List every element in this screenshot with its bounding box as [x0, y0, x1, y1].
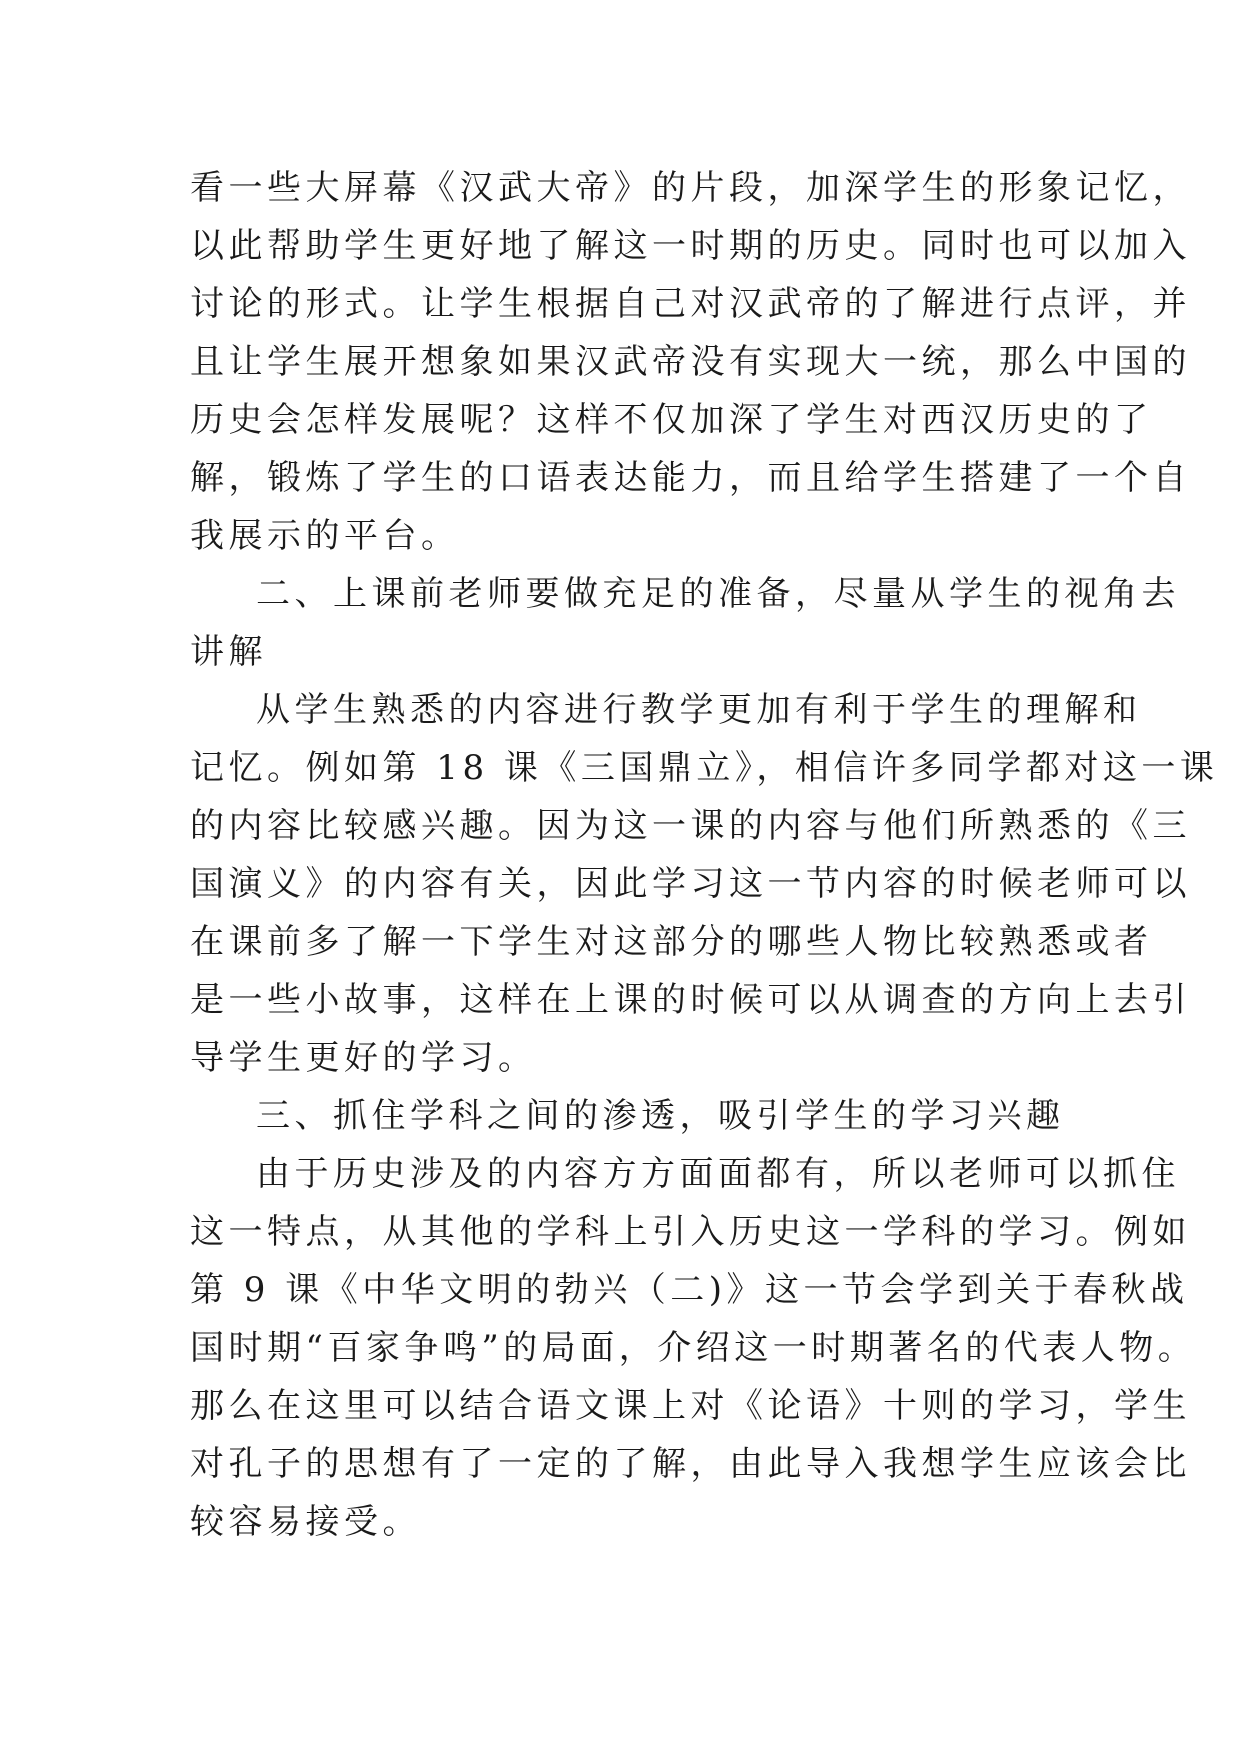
paragraph-line: 第 9 课《中华文明的勃兴（二)》这一节会学到关于春秋战	[190, 1270, 1189, 1310]
paragraph-line: 那么在这里可以结合语文课上对《论语》十则的学习，学生	[190, 1386, 1191, 1426]
paragraph-line: 以此帮助学生更好地了解这一时期的历史。同时也可以加入	[190, 226, 1191, 266]
paragraph-line: 国时期“百家争鸣”的局面，介绍这一时期著名的代表人物。	[190, 1328, 1197, 1368]
paragraph-line: 较容易接受。	[190, 1502, 421, 1542]
paragraph-line: 从学生熟悉的内容进行教学更加有利于学生的理解和	[256, 690, 1142, 730]
section-heading-2: 二、上课前老师要做充足的准备，尽量从学生的视角去	[256, 574, 1180, 614]
paragraph-line: 记忆。例如第 18 课《三国鼎立》，相信许多同学都对这一课	[190, 748, 1219, 788]
paragraph-line: 对孔子的思想有了一定的了解，由此导入我想学生应该会比	[190, 1444, 1191, 1484]
paragraph-line: 这一特点，从其他的学科上引入历史这一学科的学习。例如	[190, 1212, 1191, 1252]
paragraph-line: 由于历史涉及的内容方方面面都有，所以老师可以抓住	[256, 1154, 1180, 1194]
paragraph-line: 且让学生展开想象如果汉武帝没有实现大一统，那么中国的	[190, 342, 1191, 382]
paragraph-line: 历史会怎样发展呢？这样不仅加深了学生对西汉历史的了	[190, 400, 1153, 440]
section-heading-3: 三、抓住学科之间的渗透，吸引学生的学习兴趣	[256, 1096, 1065, 1136]
paragraph-line: 解，锻炼了学生的口语表达能力，而且给学生搭建了一个自	[190, 458, 1191, 498]
paragraph-line: 导学生更好的学习。	[190, 1038, 537, 1078]
paragraph-line: 是一些小故事，这样在上课的时候可以从调查的方向上去引	[190, 980, 1191, 1020]
paragraph-line: 的内容比较感兴趣。因为这一课的内容与他们所熟悉的《三	[190, 806, 1191, 846]
paragraph-line: 我展示的平台。	[190, 516, 460, 556]
section-heading-2-cont: 讲解	[190, 632, 267, 672]
body-text	[190, 159, 1219, 1551]
paragraph-line: 国演义》的内容有关，因此学习这一节内容的时候老师可以	[190, 864, 1191, 904]
paragraph-line: 讨论的形式。让学生根据自己对汉武帝的了解进行点评，并	[190, 284, 1191, 324]
paragraph-line: 在课前多了解一下学生对这部分的哪些人物比较熟悉或者	[190, 922, 1153, 962]
paragraph-line: 看一些大屏幕《汉武大帝》的片段，加深学生的形象记忆，	[190, 168, 1191, 208]
